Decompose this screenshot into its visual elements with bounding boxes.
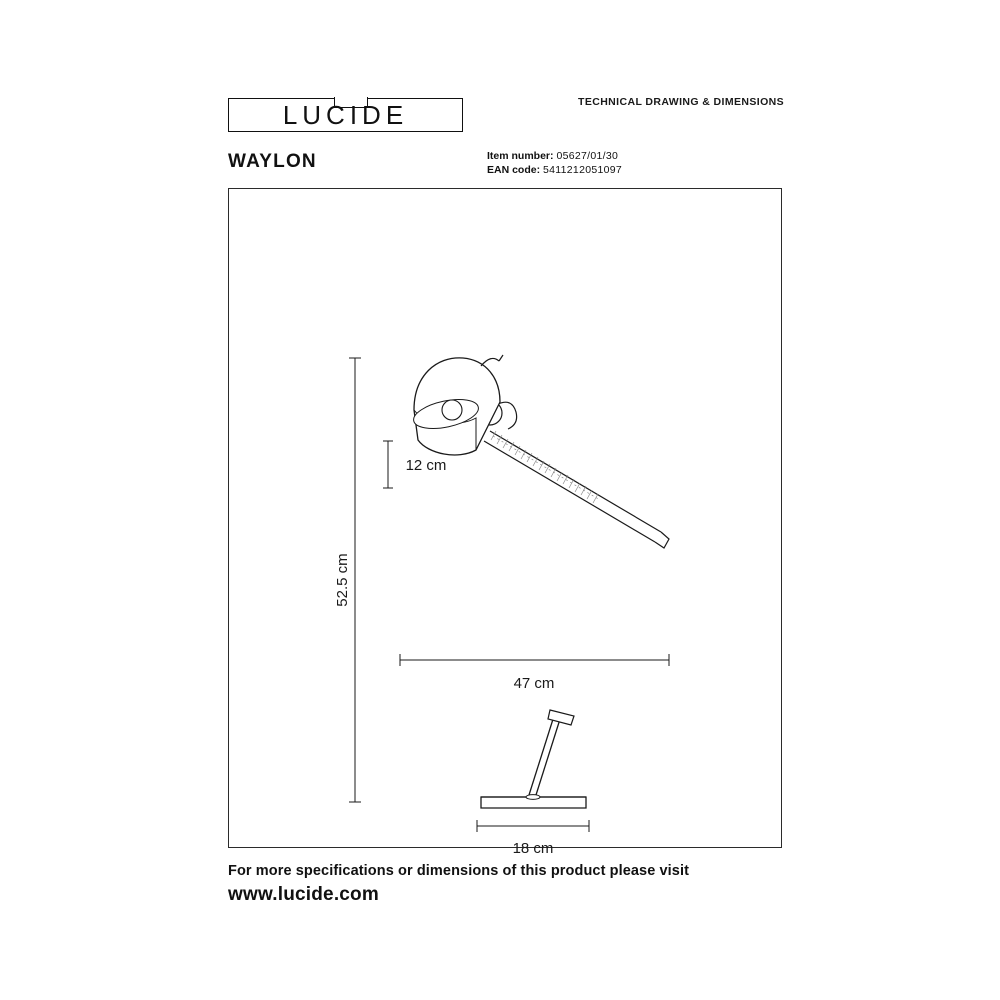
dimension-base-width [477,820,589,832]
ean-code-label: EAN code: [487,164,541,176]
technical-drawing [228,188,782,857]
total-depth-dimension-label: 47 cm [513,675,555,692]
height-dimension-label: 52.5 cm [334,553,351,607]
footer-website[interactable]: www.lucide.com [228,884,379,905]
logo-text: LUCIDE [282,99,409,130]
item-metadata [487,149,622,177]
footer-text: For more specifications or dimensions of this product please visit [228,863,690,879]
lamp-illustration [411,355,669,808]
item-number-row [487,149,622,163]
item-number-label: Item number: [487,150,554,162]
page-title: WAYLON [228,151,317,172]
shade-width-dimension-label: 12 cm [405,457,447,474]
technical-drawing-caption: TECHNICAL DRAWING & DIMENSIONS [578,96,785,108]
base-width-dimension-label: 18 cm [512,840,554,857]
ean-code-row [487,163,622,177]
brand-logo [228,98,463,132]
lamp-shade [411,358,500,455]
dimension-shade-width [383,441,393,488]
item-number-value: 05627/01/30 [556,150,619,162]
ean-code-value: 5411212051097 [543,164,623,176]
dimension-total-depth [400,654,669,666]
main-arm [476,410,669,548]
